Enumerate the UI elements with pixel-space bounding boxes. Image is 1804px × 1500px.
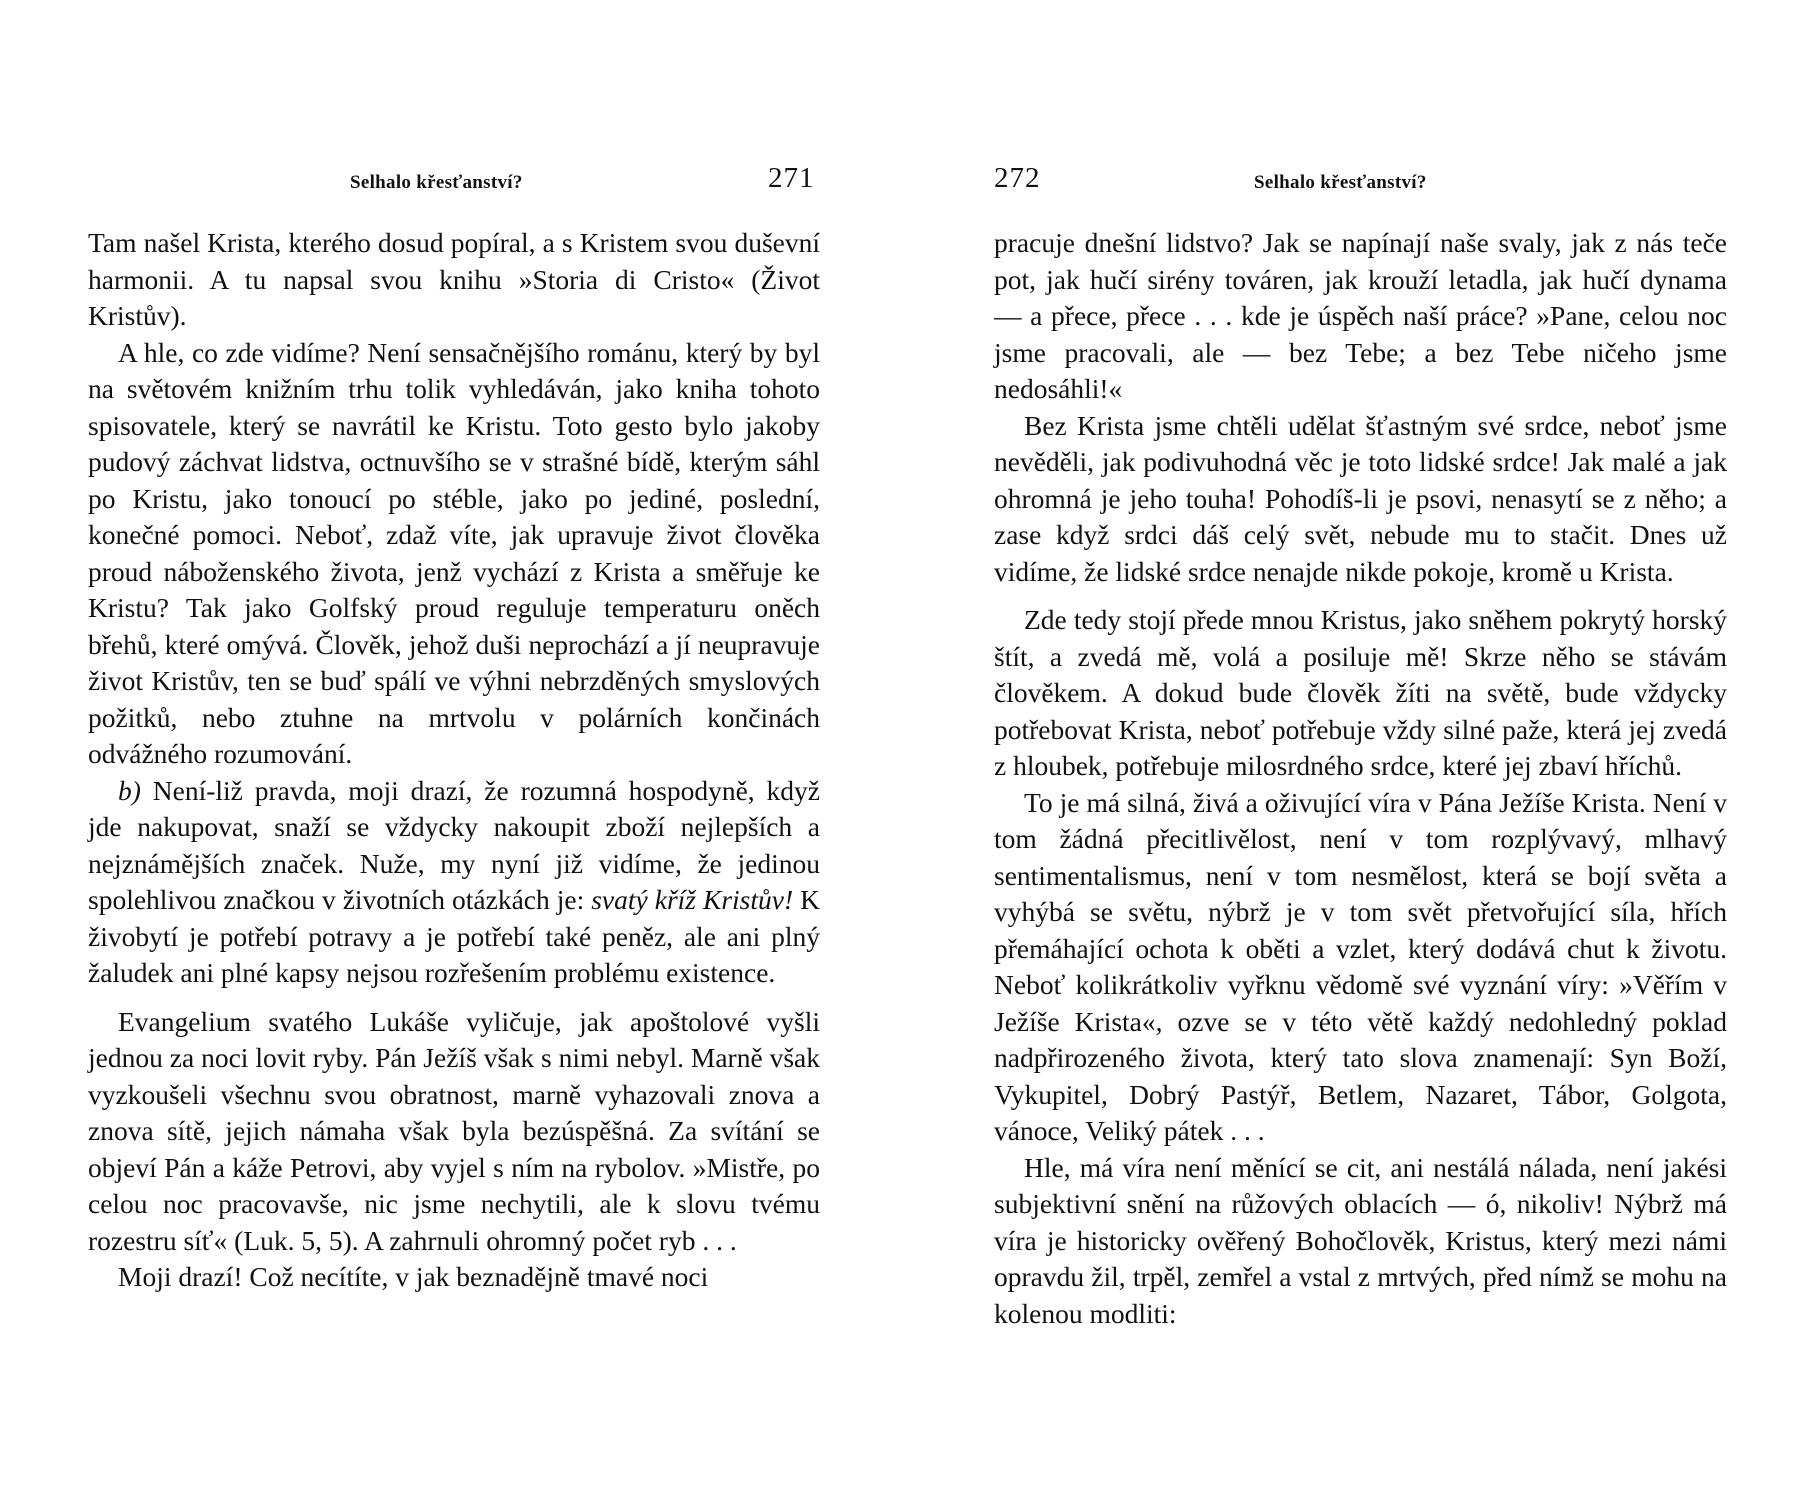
right-page-body bbox=[994, 225, 1727, 1332]
paragraph: To je má silná, živá a oživující víra v Pána Ježíše Krista. Není v tom žádná přecitlivělost, není v tom rozplývavý, mlhavý sentimentalismus, není v tom nesmělost, která se bojí světa a vyhýbá se světu, nýbrž je v tom svět přetvořující síla, hřích přemáhající ochota k oběti a vzlet, který dodává chut k životu. Neboť kolikrátkoliv vyřknu vědomě své vyznání víry: »Věřím v Ježíše Krista«, ozve se v této větě každý nedohledný poklad nadpřirozeného života, který tato slova znamenají: Syn Boží, Vykupitel, Dobrý Pastýř, Betlem, Nazaret, Tábor, Golgota, vánoce, Veliký pátek . . . bbox=[994, 786, 1727, 1146]
paragraph: pracuje dnešní lidstvo? Jak se napínají naše svaly, jak z nás teče pot, jak hučí sirény továren, jak krouží letadla, jak hučí dynama — a přece, přece . . . kde je úspěch naší práce? »Pane, celou noc jsme pracovali, ale — bez Tebe; a bez Tebe ničeho jsme nedosáhli!« bbox=[994, 227, 1727, 404]
paragraph: A hle, co zde vidíme? Není sensačnějšího románu, který by byl na světovém knižním trhu tolik vyhledáván, jako kniha tohoto spisovatele, který se navrátil ke Kristu. Toto gesto bylo jakoby pudový záchvat lidstva, octnuvšího se v strašné bídě, kterým sáhl po Kristu, jako tonoucí po stéble, jako po jediné, poslední, konečné pomoci. Neboť, zdaž víte, jak upravuje život člověka proud náboženského života, jenž vychází z Krista a směřuje ke Kristu? Tak jako Golfský proud reguluje temperaturu oněch břehů, které omývá. Člověk, jehož duši neprochází a jí neupravuje život Kristův, ten se buď spálí ve výhni nebrzděných smyslových požitků, nebo ztuhne na mrtvolu v polárních končinách odvážného rozumování. bbox=[88, 336, 820, 769]
paragraph: Tam našel Krista, kterého dosud popíral, a s Kristem svou duševní harmonii. A tu napsal svou knihu »Storia di Cristo« (Život Kristův). bbox=[88, 227, 820, 331]
running-title: Selhalo křesťanství? bbox=[1254, 172, 1427, 193]
left-page-body bbox=[88, 225, 820, 1296]
running-title: Selhalo křesťanství? bbox=[350, 172, 523, 193]
paragraph-text: Není-liž pravda, moji drazí, že rozumná hospodyně, když jde nakupovat, snaží se vždycky nakoupit zboží nejlepších a nejznámějších značek. Nuže, my nyní již vidíme, že jedinou spolehlivou značkou v životních otázkách je: bbox=[88, 774, 820, 915]
emphasis: svatý kříž Kristův! bbox=[591, 884, 794, 915]
paragraph: Bez Krista jsme chtěli udělat šťastným své srdce, neboť jsme nevěděli, jak podivuhodná věc je toto lidské srdce! Jak malé a jak ohromná je jeho touha! Pohodíš-li je psovi, nenasytí se z něho; a zase když srdci dáš celý svět, nebude mu to stačit. Dnes už vidíme, že lidské srdce nenajde nikde pokoje, kromě u Krista. bbox=[994, 409, 1727, 587]
right-page bbox=[902, 0, 1804, 1500]
page-number: 272 bbox=[994, 162, 1041, 194]
paragraph: Evangelium svatého Lukáše vyličuje, jak apoštolové vyšli jednou za noci lovit ryby. Pán Ježíš však s nimi nebyl. Marně však vyzkoušeli všechnu svou obratnost, marně vyhazovali znova a znova sítě, jejich námaha však byla bezúspěšná. Za svítání se objeví Pán a káže Petrovi, aby vyjel s ním na rybolov. »Mistře, po celou noc pracovavše, nic jsme nechytili, ale k slovu tvému rozestru síť« (Luk. 5, 5). A zahrnuli ohromný počet ryb . . . bbox=[88, 1005, 820, 1256]
section-marker: b) bbox=[118, 774, 141, 806]
paragraph-text: K živobytí je potřebí potravy a je potřebí také peněz, ale ani plný žaludek ani plné kapsy nejsou rozřešením problému existence. bbox=[88, 884, 820, 988]
paragraph: Moji drazí! Což necítíte, v jak beznadějně tmavé noci bbox=[118, 1261, 709, 1292]
paragraph: Hle, má víra není měnící se cit, ani nestálá nálada, není jakési subjektivní snění na růžových oblacích — ó, nikoliv! Nýbrž má víra je historicky ověřený Bohočlověk, Kristus, který mezi námi opravdu žil, trpěl, zemřel a vstal z mrtvých, před nímž se mohu na kolenou modliti: bbox=[994, 1151, 1727, 1329]
paragraph: Zde tedy stojí přede mnou Kristus, jako sněhem pokrytý horský štít, a zvedá mě, volá a posiluje mě! Skrze něho se stávám člověkem. A dokud bude člověk žíti na světě, bude vždycky potřebovat Krista, neboť potřebuje vždy silné paže, která jej zvedá z hloubek, potřebuje milosrdného srdce, které jej zbaví hříchů. bbox=[994, 604, 1727, 781]
page-number: 271 bbox=[768, 162, 815, 194]
paragraph bbox=[88, 773, 820, 992]
